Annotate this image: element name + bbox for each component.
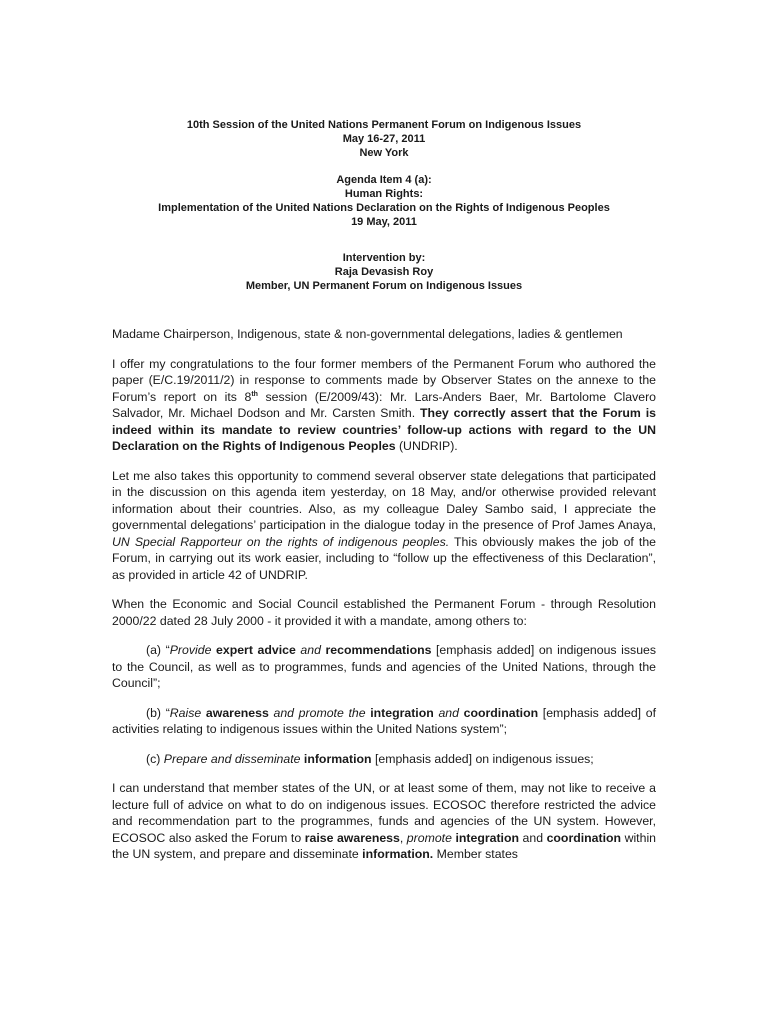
italic-run: and promote the xyxy=(273,705,366,720)
session-block xyxy=(112,118,656,160)
bold-run: raise awareness xyxy=(304,830,400,845)
agenda-item: Agenda Item 4 (a): xyxy=(336,174,432,186)
agenda-topic: Human Rights: xyxy=(344,188,424,200)
session-title: 10th Session of the United Nations Permanent Forum on Indigenous Issues xyxy=(186,119,582,131)
agenda-subtopic: Implementation of the United Nations Declaration on the Rights of Indigenous Peoples xyxy=(158,202,610,214)
speaker-block xyxy=(112,251,656,293)
italic-run: and xyxy=(438,705,459,720)
text-run: [emphasis added] on indigenous issues to the Council, as well as to programmes, funds and agencies of the United Nations, through the Council”; xyxy=(112,643,657,690)
speaker-role: Member, UN Permanent Forum on Indigenous Issues xyxy=(245,280,523,292)
list-item-c xyxy=(112,751,656,768)
agenda-block xyxy=(112,173,656,229)
paragraph-congratulations xyxy=(112,356,656,455)
paragraph-commend xyxy=(112,468,656,584)
bold-run: awareness xyxy=(205,705,269,720)
italic-run: promote xyxy=(406,830,452,845)
paragraph-member-states xyxy=(112,780,656,863)
text-run: [emphasis added] on indigenous issues; xyxy=(371,751,594,766)
text-run: and xyxy=(519,830,547,845)
session-city: New York xyxy=(359,147,409,159)
list-item-b xyxy=(112,705,656,738)
bold-run: recommendations xyxy=(325,643,432,657)
italic-run: and xyxy=(300,643,321,657)
bold-run: coordination xyxy=(463,705,539,720)
text-run: [emphasis added] of activities relating to indigenous issues within the United Nations system”; xyxy=(112,705,657,736)
paragraph-ecosoc: When the Economic and Social Council established the Permanent Forum - through Resolution 2000/22 dated 28 July 2000 - it provided it with a mandate, among others to: xyxy=(112,597,656,628)
document-header xyxy=(112,118,656,293)
salutation: Madame Chairperson, Indigenous, state & non-governmental delegations, ladies & gentlemen xyxy=(112,327,623,341)
bold-run: information xyxy=(303,751,372,766)
text-run: I offer my congratulations to the four former members of the Permanent Forum who authored the paper (E/C.19/2011/2) in response to comments made by Observer States on the annexe to the Forum’s report on its 8 xyxy=(112,356,656,404)
list-label: (a) xyxy=(146,643,162,657)
list-label: (b) xyxy=(146,705,162,720)
bold-run: information. xyxy=(362,847,434,861)
italic-title: UN Special Rapporteur on the rights of indigenous peoples. xyxy=(112,534,450,549)
bold-run: coordination xyxy=(546,830,622,845)
intervention-label: Intervention by: xyxy=(342,252,426,264)
text-run: Member states xyxy=(433,847,518,861)
bold-assertion: They correctly assert that the Forum is indeed within its mandate to review countries’ follow-up actions with regard to the UN Declaration on the Rights of Indigenous Peoples xyxy=(112,406,657,453)
session-dates: May 16-27, 2011 xyxy=(342,133,426,145)
italic-run: Prepare and disseminate xyxy=(163,751,301,766)
superscript: th xyxy=(251,390,258,398)
italic-run: Provide xyxy=(169,643,212,657)
text-run: “ xyxy=(161,705,170,720)
bold-run: integration xyxy=(370,705,434,720)
text-run: “ xyxy=(161,643,170,657)
bold-run: integration xyxy=(455,830,519,845)
text-run: , xyxy=(399,830,407,845)
text-run: within the UN system, and prepare and disseminate xyxy=(112,830,657,861)
text-run: Let me also takes this opportunity to commend several observer state delegations that participated in the discussion on this agenda item yesterday, on 18 May, and/or otherwise provided relevant information about their countries. Also, as my colleague Daley Sambo said, I appreciate the governmental delegations’ participation in the dialogue today in the presence of Prof James Anaya, xyxy=(112,468,656,532)
text-run: session (E/2009/43): Mr. Lars-Anders Baer, Mr. Bartolome Clavero Salvador, Mr. Michael Dodson and Mr. Carsten Smith. xyxy=(112,389,656,420)
text-run: I can understand that member states of the UN, or at least some of them, may not like to receive a lecture full of advice on what to do on indigenous issues. ECOSOC therefore restricted the advice and recommendation part to the programmes, funds and agencies of the UN system. However, ECOSOC also asked the Forum to xyxy=(112,781,656,845)
bold-run: expert advice xyxy=(216,643,296,657)
list-item-a xyxy=(112,642,656,692)
text-run: This obviously makes the job of the Forum, in carrying out its work easier, including to “follow up the effectiveness of this Declaration”, as provided in article 42 of UNDRIP. xyxy=(112,534,656,582)
italic-run: Raise xyxy=(169,705,202,720)
speaker-name: Raja Devasish Roy xyxy=(334,266,434,278)
text-run: (UNDRIP). xyxy=(395,439,458,453)
list-label: (c) xyxy=(146,751,161,766)
speech-date: 19 May, 2011 xyxy=(351,216,417,228)
